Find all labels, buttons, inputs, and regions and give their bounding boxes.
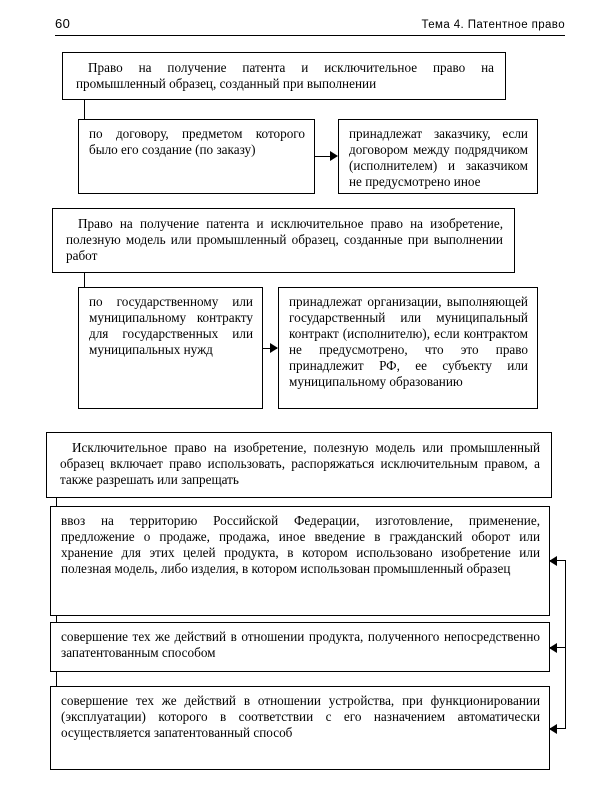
block-1-title-text: Право на получение патента и исключительное право на промышленный образец, созданный при выполнении — [76, 60, 494, 92]
block-2-right — [278, 287, 538, 409]
block-1-title — [62, 52, 506, 100]
block-3-item-1 — [50, 506, 550, 616]
page-header — [55, 16, 565, 36]
arrow-2 — [270, 343, 278, 353]
connector-v-2 — [84, 273, 85, 287]
block-1-right — [338, 119, 538, 194]
arrow-3a — [549, 556, 557, 566]
block-3-item-2-text: совершение тех же действий в отношении продукта, полученного непосредственно запатентованным способом — [61, 629, 540, 661]
block-3-title-text: Исключительное право на изобретение, полезную модель или промышленный образец включает право использовать, распоряжаться исключительным правом, а также разрешать или запрещать — [60, 440, 540, 488]
block-2-left — [78, 287, 263, 409]
arrow-3b — [549, 643, 557, 653]
block-2-left-text: по государственному или муниципальному контракту для государственных или муниципальных нужд — [89, 294, 253, 358]
block-1-right-text: принадлежат заказчику, если договором между подрядчиком (исполнителем) и заказчиком не предусмотрено иное — [349, 126, 528, 190]
connector-right-trunk-3 — [565, 560, 566, 729]
arrow-1 — [330, 151, 338, 161]
block-3-item-2 — [50, 622, 550, 672]
arrow-3c — [549, 724, 557, 734]
block-2-right-text: принадлежат организации, выполняющей государственный или муниципальный контракт (исполнителю), если контрактом не предусмотрено, что это право принадлежит РФ, ее субъекту или муниципальному образованию — [289, 294, 528, 390]
block-3-title — [46, 432, 552, 498]
block-3-item-1-text: ввоз на территорию Российской Федерации, изготовление, применение, предложение о продаже, продажа, иное введение в гражданский оборот или хранение для этих целей продукта, в котором использовано изобретение или полезная модель, либо изделия, в котором использован промышленный образец — [61, 513, 540, 577]
block-3-item-3-text: совершение тех же действий в отношении устройства, при функционировании (эксплуатации) которого в соответствии с его назначением автоматически осуществляется запатентованный способ — [61, 693, 540, 741]
block-2-title — [52, 208, 515, 273]
block-2-title-text: Право на получение патента и исключительное право на изобретение, полезную модель или промышленный образец, созданные при выполнении работ — [66, 216, 503, 264]
block-3-item-3 — [50, 686, 550, 770]
page-number: 60 — [55, 16, 71, 31]
connector-v-1 — [84, 100, 85, 119]
block-1-left — [78, 119, 315, 194]
chapter-title: Тема 4. Патентное право — [421, 19, 565, 31]
block-1-left-text: по договору, предметом которого было его создание (по заказу) — [89, 126, 305, 158]
